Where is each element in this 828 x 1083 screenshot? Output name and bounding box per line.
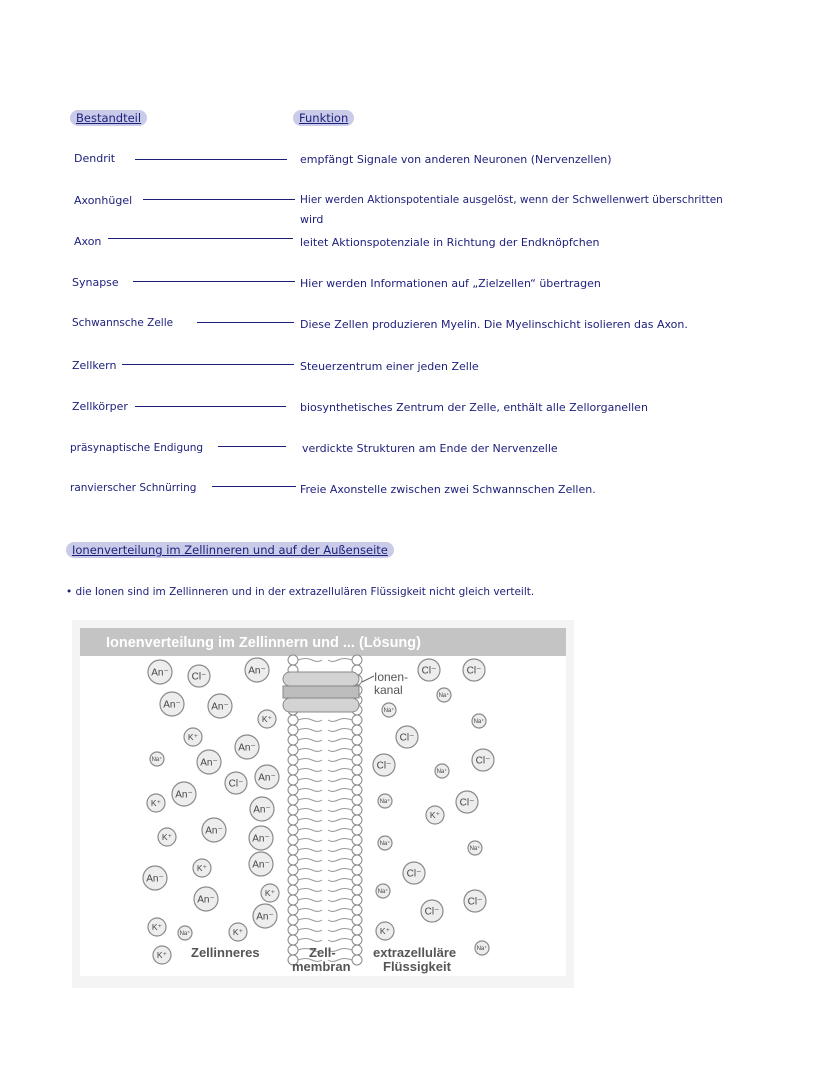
potassium-ion [184, 728, 202, 746]
sodium-ion [475, 941, 489, 955]
lipid-head [352, 835, 362, 845]
svg-text:K⁺: K⁺ [161, 832, 173, 843]
anion-ion [143, 866, 167, 890]
lipid-head [352, 955, 362, 965]
lipid-head [352, 885, 362, 895]
term-axonhuegel: Axonhügel [74, 194, 133, 207]
connector-line [197, 322, 294, 323]
svg-text:Cl⁻: Cl⁻ [228, 778, 244, 790]
svg-text:An⁻: An⁻ [197, 894, 215, 906]
lipid-head [352, 795, 362, 805]
lipid-head [288, 745, 298, 755]
svg-text:Cl⁻: Cl⁻ [376, 760, 392, 772]
term-dendrit: Dendrit [74, 152, 116, 165]
label-outside-1: extrazelluläre [373, 945, 457, 960]
function-axonhuegel: Hier werden Aktionspotentiale ausgelöst, wenn der Schwellenwert überschritten [300, 194, 723, 206]
term-synapse: Synapse [72, 276, 119, 289]
lipid-head [288, 805, 298, 815]
chloride-ion [456, 791, 478, 813]
chloride-ion [418, 659, 440, 681]
svg-text:K⁺: K⁺ [196, 863, 208, 874]
connector-line [218, 446, 286, 447]
chloride-ion [472, 749, 494, 771]
anion-ion [255, 765, 279, 789]
svg-text:An⁻: An⁻ [252, 833, 270, 845]
lipid-head [288, 945, 298, 955]
potassium-ion [229, 923, 247, 941]
potassium-ion [426, 806, 444, 824]
svg-text:Na⁺: Na⁺ [151, 757, 163, 764]
lipid-head [352, 845, 362, 855]
svg-text:Na⁺: Na⁺ [383, 708, 395, 715]
sodium-ion [437, 688, 451, 702]
lipid-head [288, 815, 298, 825]
svg-text:Na⁺: Na⁺ [379, 841, 391, 848]
lipid-head [288, 895, 298, 905]
svg-text:Cl⁻: Cl⁻ [421, 665, 437, 677]
lipid-head [352, 765, 362, 775]
anion-ion [249, 826, 273, 850]
potassium-ion [158, 828, 176, 846]
svg-text:K⁺: K⁺ [187, 732, 199, 743]
chloride-ion [464, 890, 486, 912]
lipid-head [352, 825, 362, 835]
sodium-ion [150, 752, 164, 766]
svg-text:K⁺: K⁺ [156, 950, 168, 961]
lipid-head [288, 935, 298, 945]
anion-ion [197, 750, 221, 774]
anion-ion [194, 887, 218, 911]
anion-ion [148, 660, 172, 684]
svg-text:K⁺: K⁺ [429, 810, 441, 821]
chloride-ion [188, 665, 210, 687]
lipid-head [352, 725, 362, 735]
function-dendrit: empfängt Signale von anderen Neuronen (Nervenzellen) [300, 153, 612, 166]
function-praesynaptische-endigung: verdickte Strukturen am Ende der Nervenzelle [302, 442, 558, 455]
potassium-ion [153, 946, 171, 964]
svg-text:An⁻: An⁻ [146, 873, 164, 885]
ion-distribution-figure [72, 620, 574, 988]
function-axonhuegel-line2: wird [300, 213, 324, 226]
chloride-ion [225, 772, 247, 794]
lipid-head [288, 755, 298, 765]
connector-line [122, 364, 294, 365]
svg-text:Na⁺: Na⁺ [469, 846, 481, 853]
svg-text:Na⁺: Na⁺ [476, 946, 488, 953]
lipid-head [288, 655, 298, 665]
potassium-ion [376, 922, 394, 940]
potassium-ion [258, 710, 276, 728]
svg-text:An⁻: An⁻ [238, 742, 256, 754]
term-zellkern: Zellkern [72, 359, 117, 372]
ion-channel [283, 672, 359, 712]
lipid-head [288, 845, 298, 855]
connector-line [135, 406, 286, 407]
lipid-head [288, 915, 298, 925]
sodium-ion [468, 841, 482, 855]
function-zellkoerper: biosynthetisches Zentrum der Zelle, enthält alle Zellorganellen [300, 401, 648, 414]
lipid-head [288, 875, 298, 885]
chloride-ion [421, 900, 443, 922]
sodium-ion [178, 926, 192, 940]
lipid-head [352, 915, 362, 925]
function-synapse: Hier werden Informationen auf „Zielzellen“ übertragen [300, 277, 601, 290]
channel-label-1: Ionen- [374, 670, 409, 684]
connector-line [133, 281, 295, 282]
lipid-head [352, 815, 362, 825]
anion-ion [253, 904, 277, 928]
lipid-head [352, 775, 362, 785]
svg-text:Na⁺: Na⁺ [179, 931, 191, 938]
svg-text:Na⁺: Na⁺ [379, 799, 391, 806]
connector-line [143, 199, 295, 200]
svg-text:An⁻: An⁻ [211, 701, 229, 713]
svg-text:Cl⁻: Cl⁻ [424, 906, 440, 918]
svg-text:An⁻: An⁻ [248, 665, 266, 677]
potassium-ion [147, 794, 165, 812]
sodium-ion [435, 764, 449, 778]
function-schwannsche-zelle: Diese Zellen produzieren Myelin. Die Myelinschicht isolieren das Axon. [300, 318, 688, 331]
sodium-ion [378, 794, 392, 808]
function-axon: leitet Aktionspotenziale in Richtung der Endknöpfchen [300, 236, 600, 249]
lipid-head [288, 925, 298, 935]
lipid-head [288, 835, 298, 845]
anion-ion [235, 735, 259, 759]
svg-text:Cl⁻: Cl⁻ [475, 755, 491, 767]
svg-text:An⁻: An⁻ [253, 804, 271, 816]
lipid-head [352, 945, 362, 955]
figure-title: Ionenverteilung im Zellinnern und ... (Lösung) [106, 635, 421, 651]
label-membrane-1: Zell- [309, 945, 336, 960]
sodium-ion [382, 703, 396, 717]
svg-text:K⁺: K⁺ [150, 798, 162, 809]
chloride-ion [373, 754, 395, 776]
anion-ion [245, 658, 269, 682]
lipid-head [352, 905, 362, 915]
svg-text:K⁺: K⁺ [379, 926, 391, 937]
lipid-head [352, 925, 362, 935]
lipid-head [352, 935, 362, 945]
anion-ion [172, 782, 196, 806]
svg-text:K⁺: K⁺ [261, 714, 273, 725]
lipid-head [288, 715, 298, 725]
svg-text:Cl⁻: Cl⁻ [191, 671, 207, 683]
anion-ion [202, 818, 226, 842]
anion-ion [160, 692, 184, 716]
section-heading: Ionenverteilung im Zellinneren und auf der Außenseite [66, 542, 394, 558]
lipid-head [352, 855, 362, 865]
lipid-head [288, 775, 298, 785]
lipid-head [352, 865, 362, 875]
connector-line [212, 486, 296, 487]
anion-ion [208, 694, 232, 718]
svg-text:An⁻: An⁻ [175, 789, 193, 801]
lipid-head [288, 765, 298, 775]
svg-text:An⁻: An⁻ [256, 911, 274, 923]
label-inside: Zellinneres [191, 945, 260, 960]
chloride-ion [463, 659, 485, 681]
svg-text:An⁻: An⁻ [163, 699, 181, 711]
anion-ion [250, 797, 274, 821]
lipid-head [352, 755, 362, 765]
lipid-head [352, 805, 362, 815]
term-praesynaptische-endigung: präsynaptische Endigung [70, 442, 204, 454]
chloride-ion [403, 862, 425, 884]
lipid-head [352, 655, 362, 665]
lipid-head [352, 745, 362, 755]
lipid-head [288, 825, 298, 835]
label-membrane-2: membran [292, 959, 351, 974]
lipid-head [288, 905, 298, 915]
lipid-head [288, 735, 298, 745]
svg-text:Na⁺: Na⁺ [438, 693, 450, 700]
svg-text:An⁻: An⁻ [252, 859, 270, 871]
term-ranvierscher-schnuerring: ranvierscher Schnürring [70, 482, 197, 494]
term-zellkoerper: Zellkörper [72, 400, 128, 413]
lipid-head [288, 865, 298, 875]
lipid-head [352, 785, 362, 795]
lipid-head [288, 855, 298, 865]
svg-text:An⁻: An⁻ [205, 825, 223, 837]
chloride-ion [396, 726, 418, 748]
sodium-ion [472, 714, 486, 728]
label-outside-2: Flüssigkeit [383, 959, 451, 974]
potassium-ion [261, 884, 279, 902]
svg-text:An⁻: An⁻ [151, 667, 169, 679]
svg-text:K⁺: K⁺ [264, 888, 276, 899]
svg-text:Na⁺: Na⁺ [436, 769, 448, 776]
svg-text:K⁺: K⁺ [151, 922, 163, 933]
svg-text:An⁻: An⁻ [258, 772, 276, 784]
connector-line [108, 238, 293, 239]
potassium-ion [148, 918, 166, 936]
lipid-head [288, 885, 298, 895]
lipid-head [352, 735, 362, 745]
lipid-head [288, 795, 298, 805]
svg-text:Cl⁻: Cl⁻ [466, 665, 482, 677]
svg-text:An⁻: An⁻ [200, 757, 218, 769]
function-zellkern: Steuerzentrum einer jeden Zelle [300, 360, 479, 373]
term-axon: Axon [74, 235, 102, 248]
svg-text:Cl⁻: Cl⁻ [399, 732, 415, 744]
lipid-head [288, 785, 298, 795]
svg-text:Cl⁻: Cl⁻ [459, 797, 475, 809]
svg-text:Cl⁻: Cl⁻ [406, 868, 422, 880]
sodium-ion [376, 884, 390, 898]
function-ranvierscher-schnuerring: Freie Axonstelle zwischen zwei Schwannschen Zellen. [300, 483, 596, 496]
svg-text:Cl⁻: Cl⁻ [467, 896, 483, 908]
lipid-head [352, 895, 362, 905]
channel-label-2: kanal [374, 683, 403, 697]
bullet-text: • die Ionen sind im Zellinneren und in der extrazellulären Flüssigkeit nicht gleich verteilt. [66, 586, 535, 598]
header-bestandteil: Bestandteil [70, 110, 147, 126]
connector-line [135, 159, 287, 160]
svg-text:Na⁺: Na⁺ [377, 889, 389, 896]
term-schwannsche-zelle: Schwannsche Zelle [72, 317, 174, 329]
svg-text:K⁺: K⁺ [232, 927, 244, 938]
anion-ion [249, 852, 273, 876]
sodium-ion [378, 836, 392, 850]
lipid-head [352, 875, 362, 885]
lipid-head [288, 725, 298, 735]
svg-text:Na⁺: Na⁺ [473, 719, 485, 726]
lipid-head [352, 715, 362, 725]
header-funktion: Funktion [293, 110, 354, 126]
potassium-ion [193, 859, 211, 877]
